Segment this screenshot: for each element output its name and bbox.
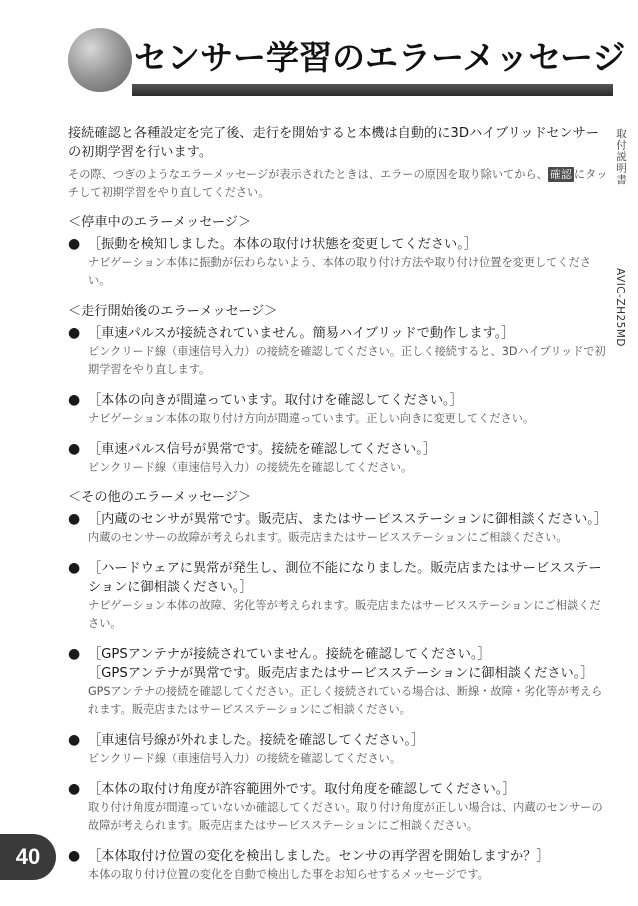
list-item (68, 559, 611, 633)
error-description: ピンクリード線（車速信号入力）の接続先を確認してください。 (88, 461, 413, 474)
bullet-icon: ● (68, 236, 81, 252)
error-message: ［車速パルス信号が異常です。接続を確認してください。］ (88, 442, 437, 457)
error-message: ［内蔵のセンサが異常です。販売店、またはサービスステーションに御相談ください。］ (88, 512, 608, 527)
error-description: 取り付け角度が間違っていないか確認してください。取り付け角度が正しい場合は、内蔵のセンサーの故障が考えられます。販売店またはサービスステーションにご相談ください。 (88, 801, 603, 832)
error-description: ピンクリード線（車速信号入力）の接続を確認してください。 (88, 752, 402, 765)
page-header (68, 28, 626, 96)
page-number: 40 (0, 834, 56, 880)
list-item (68, 391, 611, 428)
intro-lead: 接続確認と各種設定を完了後、走行を開始すると本機は自動的に3Dハイブリッドセンサーの初期学習を行います。 (68, 126, 600, 160)
error-message: ［本体の取付け角度が許容範囲外です。取付角度を確認してください。］ (88, 782, 516, 797)
error-description: 内蔵のセンサーの故障が考えられます。販売店またはサービスステーションにご相談ください。 (88, 531, 568, 544)
error-description: ナビゲーション本体の取り付け方向が間違っています。正しい向きに変更してください。 (88, 412, 535, 425)
list-item (68, 510, 611, 547)
bullet-icon: ● (68, 646, 81, 662)
bullet-icon: ● (68, 560, 81, 576)
error-message: ［本体の向きが間違っています。取付けを確認してください。］ (88, 393, 463, 408)
bullet-icon: ● (68, 441, 81, 457)
list-item (68, 440, 611, 477)
bullet-icon: ● (68, 781, 81, 797)
list-item (68, 235, 611, 290)
list-item (68, 324, 611, 379)
error-message: ［車速信号線が外れました。接続を確認してください。］ (88, 733, 425, 748)
intro-note-after: にタッチして初期学習をやり直してください。 (68, 168, 608, 199)
list-item (68, 780, 611, 835)
section-title-stopped: ＜停車中のエラーメッセージ＞ (68, 215, 252, 230)
error-message: ［GPSアンテナが接続されていません。接続を確認してください。］ (88, 647, 491, 662)
intro-note (68, 166, 611, 202)
list-item (68, 645, 611, 719)
error-message-secondary: ［GPSアンテナが異常です。販売店またはサービスステーションに御相談ください。］ (88, 666, 594, 681)
side-label-model: AVIC-ZH25MD (614, 268, 626, 348)
error-description: ピンクリード線（車速信号入力）の接続を確認してください。正しく接続すると、3Dハイブリッドで初期学習をやり直します。 (88, 345, 606, 376)
bullet-icon: ● (68, 511, 81, 527)
list-item (68, 731, 611, 768)
section-title-other: ＜その他のエラーメッセージ＞ (68, 490, 252, 505)
bullet-icon: ● (68, 848, 81, 864)
list-item (68, 847, 611, 884)
section-title-driving: ＜走行開始後のエラーメッセージ＞ (68, 304, 278, 319)
bullet-icon: ● (68, 325, 81, 341)
error-description: 本体の取り付け位置の変化を自動で検出した事をお知らせするメッセージです。 (88, 868, 489, 881)
confirm-badge: 確認 (549, 168, 572, 181)
side-label-manual: 取付説明書 (615, 128, 627, 186)
error-description: ナビゲーション本体の故障、劣化等が考えられます。販売店またはサービスステーションにご相談ください。 (88, 599, 601, 630)
error-message: ［振動を検知しました。本体の取付け状態を変更してください。］ (88, 237, 478, 252)
content (68, 124, 611, 890)
header-rule (132, 84, 613, 96)
bullet-icon: ● (68, 392, 81, 408)
intro-note-before: その際、つぎのようなエラーメッセージが表示されたときは、エラーの原因を取り除いてから、 (68, 168, 548, 181)
error-message: ［車速パルスが接続されていません。簡易ハイブリッドで動作します。］ (88, 326, 515, 341)
bullet-icon: ● (68, 732, 81, 748)
page-title: センサー学習のエラーメッセージ (134, 38, 626, 77)
error-message: ［本体取付け位置の変化を検出しました。センサの再学習を開始しますか？］ (88, 849, 550, 864)
error-description: ナビゲーション本体に振動が伝わらないよう、本体の取り付け方法や取り付け位置を変更してください。 (88, 256, 591, 287)
error-message: ［ハードウェアに異常が発生し、測位不能になりました。販売店またはサービスステーションに御相談ください。］ (88, 561, 602, 595)
header-circle-icon (68, 28, 132, 92)
error-description: GPSアンテナの接続を確認してください。正しく接続されている場合は、断線・故障・劣化等が考えられます。販売店またはサービスステーションにご相談ください。 (88, 685, 603, 716)
